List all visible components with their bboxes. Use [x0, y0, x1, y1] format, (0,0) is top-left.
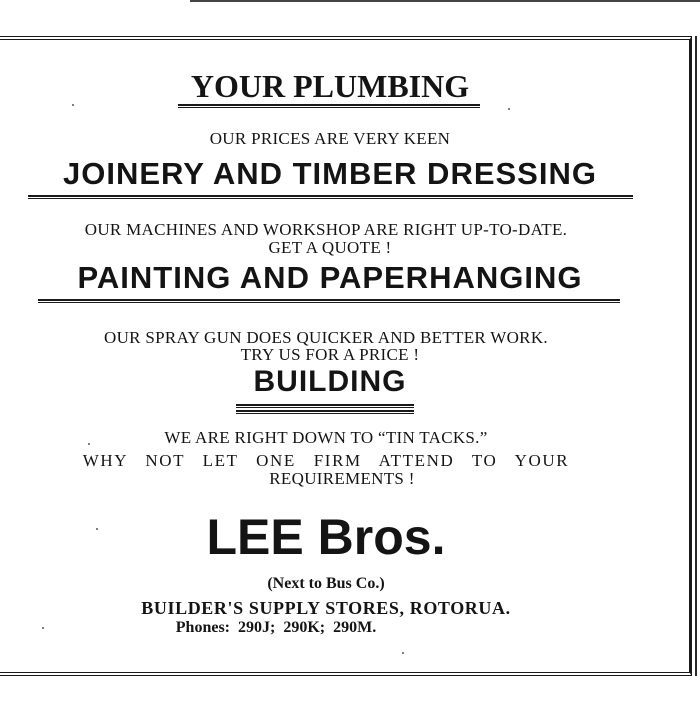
- print-speck: [508, 108, 510, 110]
- building-underline-second: [236, 410, 414, 414]
- joinery-underline: [28, 195, 633, 199]
- print-speck: [96, 528, 98, 530]
- building-underline: [236, 404, 414, 408]
- print-speck: [72, 104, 74, 106]
- line-requirements: REQUIREMENTS !: [269, 469, 415, 488]
- right-edge-rule: [695, 36, 697, 676]
- print-speck: [42, 627, 44, 629]
- line-prices: OUR PRICES ARE VERY KEEN: [209, 129, 451, 148]
- line-price: TRY US FOR A PRICE !: [240, 345, 420, 364]
- print-speck: [88, 443, 90, 445]
- plumbing-underline: [178, 104, 480, 108]
- line-machines: OUR MACHINES AND WORKSHOP ARE RIGHT UP-TO-DATE.: [84, 220, 568, 239]
- heading-plumbing: YOUR PLUMBING: [190, 68, 470, 104]
- top-edge-rule: [190, 0, 700, 2]
- brand-name: LEE Bros.: [206, 509, 446, 565]
- painting-underline: [38, 299, 620, 303]
- location-note: (Next to Bus Co.): [267, 575, 385, 592]
- line-spray: OUR SPRAY GUN DOES QUICKER AND BETTER WORK.: [104, 328, 548, 347]
- line-tacks: WE ARE RIGHT DOWN TO “TIN TACKS.”: [164, 428, 488, 447]
- line-quote: GET A QUOTE !: [268, 238, 392, 257]
- heading-building: BUILDING: [253, 365, 407, 398]
- store-line: BUILDER'S SUPPLY STORES, ROTORUA.: [141, 598, 511, 618]
- line-firm: WHY NOT LET ONE FIRM ATTEND TO YOUR: [82, 451, 570, 470]
- print-speck: [402, 652, 404, 654]
- heading-painting: PAINTING AND PAPERHANGING: [77, 260, 583, 295]
- phones-line: Phones: 290J; 290K; 290M.: [175, 619, 377, 636]
- heading-joinery: JOINERY AND TIMBER DRESSING: [63, 156, 597, 191]
